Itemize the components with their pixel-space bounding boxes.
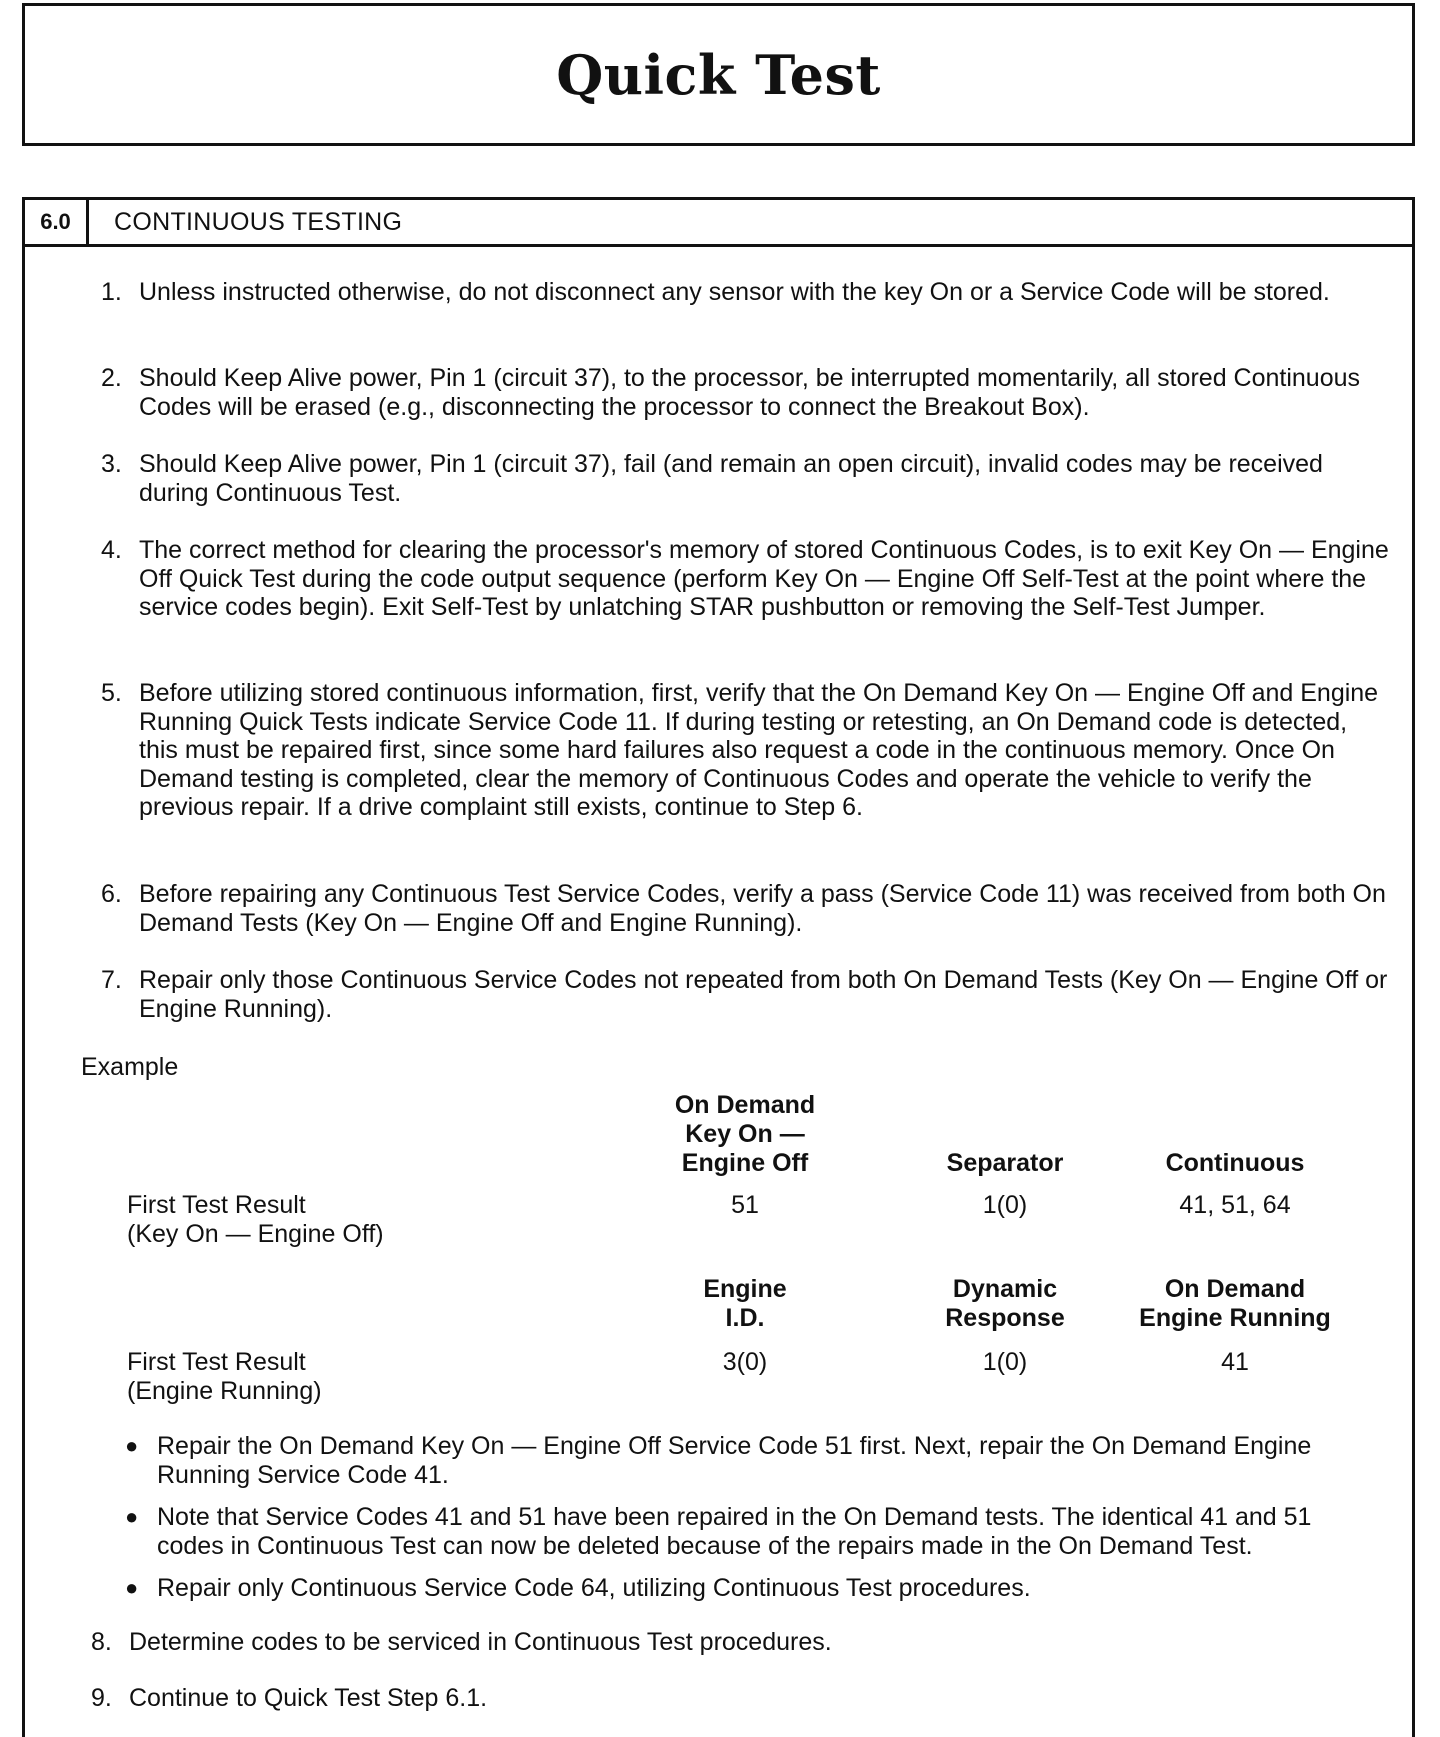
column-header: On Demand Key On — Engine Off xyxy=(674,1091,816,1177)
bullet-dot: ● xyxy=(125,1433,139,1458)
row-label: First Test Result (Engine Running) xyxy=(127,1348,322,1405)
step-text: Determine codes to be serviced in Continuous Test procedures. xyxy=(129,1628,832,1656)
step-number: 3. xyxy=(101,450,122,478)
bullet-dot: ● xyxy=(125,1504,139,1529)
step-number: 5. xyxy=(101,679,122,707)
step-number: 7. xyxy=(101,966,122,994)
table-cell: 51 xyxy=(731,1191,759,1219)
step-text: Before repairing any Continuous Test Service Codes, verify a pass (Service Code 11) was received from both On Demand Tests (Key On — Engine Off and Engine Running). xyxy=(139,880,1386,937)
step-item xyxy=(101,880,1391,937)
step-text: The correct method for clearing the processor's memory of stored Continuous Codes, is to exit Key On — Engine Off Quick Test during the code output sequence (perform Key On — Engine Off Self-Test at the point where the service codes begin). Exit Self-Test by unlatching STAR pushbutton or removing the Self-Test Jumper. xyxy=(139,536,1389,621)
step-number: 6. xyxy=(101,880,122,908)
table-cell: 41, 51, 64 xyxy=(1179,1191,1291,1219)
step-item xyxy=(101,450,1391,507)
column-header: Separator xyxy=(946,1149,1064,1177)
page-title: Quick Test xyxy=(556,42,881,107)
step-number: 2. xyxy=(101,364,122,392)
step-item xyxy=(101,966,1391,1023)
bullet-dot: ● xyxy=(125,1575,139,1600)
step-number: 8. xyxy=(91,1628,112,1656)
step-number: 9. xyxy=(91,1684,112,1712)
title-box xyxy=(22,3,1415,146)
section-number: 6.0 xyxy=(25,200,89,244)
bullet-text: Repair only Continuous Service Code 64, utilizing Continuous Test procedures. xyxy=(157,1574,1031,1602)
step-item xyxy=(101,278,1391,307)
section-header xyxy=(25,200,1412,247)
step-item xyxy=(91,1684,1381,1713)
step-text: Continue to Quick Test Step 6.1. xyxy=(129,1684,488,1712)
step-text: Unless instructed otherwise, do not disconnect any sensor with the key On or a Service Code will be stored. xyxy=(139,278,1330,306)
bullet-item xyxy=(125,1503,1385,1560)
column-header: Engine I.D. xyxy=(703,1275,787,1332)
table-cell: 1(0) xyxy=(982,1191,1028,1219)
bullet-text: Note that Service Codes 41 and 51 have been repaired in the On Demand tests. The identical 41 and 51 codes in Continuous Test can now be deleted because of the repairs made in the On Demand Test. xyxy=(157,1503,1312,1560)
row-label: First Test Result (Key On — Engine Off) xyxy=(127,1191,384,1248)
section-title: CONTINUOUS TESTING xyxy=(114,207,403,236)
step-number: 1. xyxy=(101,278,122,306)
step-item xyxy=(91,1628,1381,1657)
table-cell: 1(0) xyxy=(982,1348,1028,1376)
step-text: Should Keep Alive power, Pin 1 (circuit 37), fail (and remain an open circuit), invalid codes may be received during Continuous Test. xyxy=(139,450,1323,507)
bullet-item xyxy=(125,1574,1385,1603)
column-header: Continuous xyxy=(1165,1149,1305,1177)
column-header: Dynamic Response xyxy=(945,1275,1065,1332)
step-item xyxy=(101,679,1391,822)
step-item xyxy=(101,536,1391,622)
example-label: Example xyxy=(81,1053,179,1081)
step-item xyxy=(101,364,1391,421)
bullet-text: Repair the On Demand Key On — Engine Off Service Code 51 first. Next, repair the On Demand Engine Running Service Code 41. xyxy=(157,1432,1312,1489)
step-text: Should Keep Alive power, Pin 1 (circuit 37), to the processor, be interrupted momentarily, all stored Continuous Codes will be erased (e.g., disconnecting the processor to connect the Breakout Box). xyxy=(139,364,1361,421)
column-header: On Demand Engine Running xyxy=(1139,1275,1331,1332)
step-number: 4. xyxy=(101,536,122,564)
section-frame xyxy=(22,197,1415,1737)
table-cell: 41 xyxy=(1221,1348,1249,1376)
bullet-item xyxy=(125,1432,1385,1489)
step-text: Before utilizing stored continuous information, first, verify that the On Demand Key On — Engine Off and Engine Running Quick Tests indicate Service Code 11. If during testing or retesting, an On Demand code is detected, this must be repaired first, since some hard failures also request a code in the continuous memory. Once On Demand testing is completed, clear the memory of Continuous Codes and operate the vehicle to verify the previous repair. If a drive complaint still exists, continue to Step 6. xyxy=(139,679,1379,821)
table-cell: 3(0) xyxy=(722,1348,768,1376)
step-text: Repair only those Continuous Service Codes not repeated from both On Demand Tests (Key On — Engine Off or Engine Running). xyxy=(139,966,1388,1023)
